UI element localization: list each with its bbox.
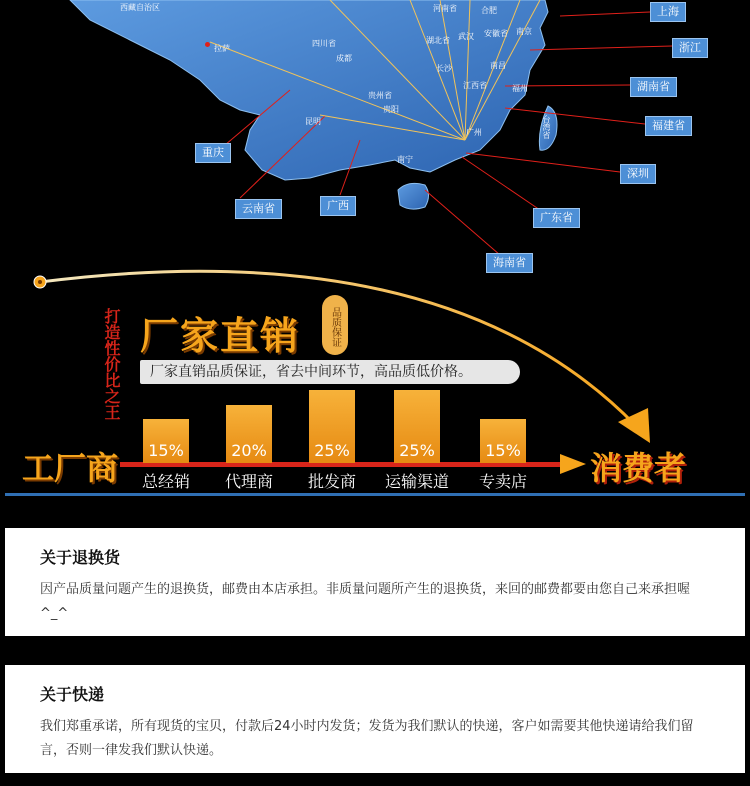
- channel-name: 批发商: [307, 472, 356, 491]
- city-guangzhou: 广州: [466, 128, 482, 137]
- subtitle-bar: 厂家直销品质保证，省去中间环节，高品质低价格。: [140, 360, 520, 384]
- city-wuhan: 武汉: [458, 32, 474, 41]
- city-nanjing: 南京: [516, 27, 532, 36]
- shipping-title: 关于快递: [40, 685, 105, 704]
- channel-percent: 20%: [231, 441, 267, 460]
- shipping-panel: [5, 665, 745, 773]
- channel-name: 总经销: [141, 472, 190, 491]
- callout-hunan: 湖南省: [630, 77, 677, 97]
- divider-line: [5, 493, 745, 496]
- returns-body: 因产品质量问题产生的退换货，邮费由本店承担。非质量问题所产生的退换货，来回的邮费都要由您自己来承担喔^_^: [40, 582, 691, 621]
- region-label-tibet: 西藏自治区: [120, 3, 160, 12]
- china-map: [0, 0, 750, 280]
- callout-zhejiang: 浙江: [672, 38, 708, 58]
- channel-percent: 25%: [314, 441, 350, 460]
- city-hubei: 湖北省: [426, 36, 450, 45]
- city-guizhou: 贵州省: [368, 91, 392, 100]
- city-henan: 河南省: [433, 4, 457, 13]
- callout-hainan: 海南省: [486, 253, 533, 273]
- consumer-label: 消费者: [590, 449, 687, 487]
- city-changsha: 长沙: [436, 64, 452, 73]
- manufacturer-label: 工厂商: [22, 449, 119, 487]
- city-nanchang: 南昌: [490, 61, 506, 70]
- city-dot: [205, 42, 210, 47]
- city-kunming: 昆明: [305, 117, 321, 126]
- callout-guangxi: 广西: [320, 196, 356, 216]
- callout-fujian: 福建省: [645, 116, 692, 136]
- city-fuzhou: 福州: [512, 84, 528, 93]
- city-lhasa: 拉萨: [214, 44, 230, 53]
- city-chengdu: 成都: [336, 54, 352, 63]
- callout-yunnan: 云南省: [235, 199, 282, 219]
- city-taiwan: 台湾省: [542, 115, 551, 139]
- city-hefei: 合肥: [481, 6, 497, 15]
- channel-percent: 15%: [485, 441, 521, 460]
- city-nanning: 南宁: [397, 155, 413, 164]
- callout-chongqing: 重庆: [195, 143, 231, 163]
- callout-shanghai: 上海: [650, 2, 686, 22]
- channel-percent: 25%: [399, 441, 435, 460]
- city-jiangxi: 江西省: [463, 81, 487, 90]
- channel-percent: 15%: [148, 441, 184, 460]
- vertical-slogan: 打造性价比之王: [102, 308, 121, 420]
- city-anhui: 安徽省: [484, 29, 508, 38]
- hainan-shape: [398, 183, 429, 209]
- city-sichuan: 四川省: [312, 39, 336, 48]
- factory-direct-title: 厂家直销: [140, 314, 301, 358]
- callout-shenzhen: 深圳: [620, 164, 656, 184]
- channel-name: 运输渠道: [384, 472, 449, 491]
- city-guiyang: 贵阳: [383, 105, 399, 114]
- returns-title: 关于退换货: [40, 548, 121, 567]
- channel-name: 专卖店: [478, 472, 527, 491]
- quality-badge: 品质保证: [322, 295, 348, 355]
- callout-guangdong: 广东省: [533, 208, 580, 228]
- returns-panel: [5, 528, 745, 636]
- channel-name: 代理商: [224, 472, 273, 491]
- shipping-body: 我们郑重承诺，所有现货的宝贝，付款后24小时内发货；发货为我们默认的快递，客户如需要其他快递请给我们留言，否则一律发我们默认快递。: [40, 719, 694, 758]
